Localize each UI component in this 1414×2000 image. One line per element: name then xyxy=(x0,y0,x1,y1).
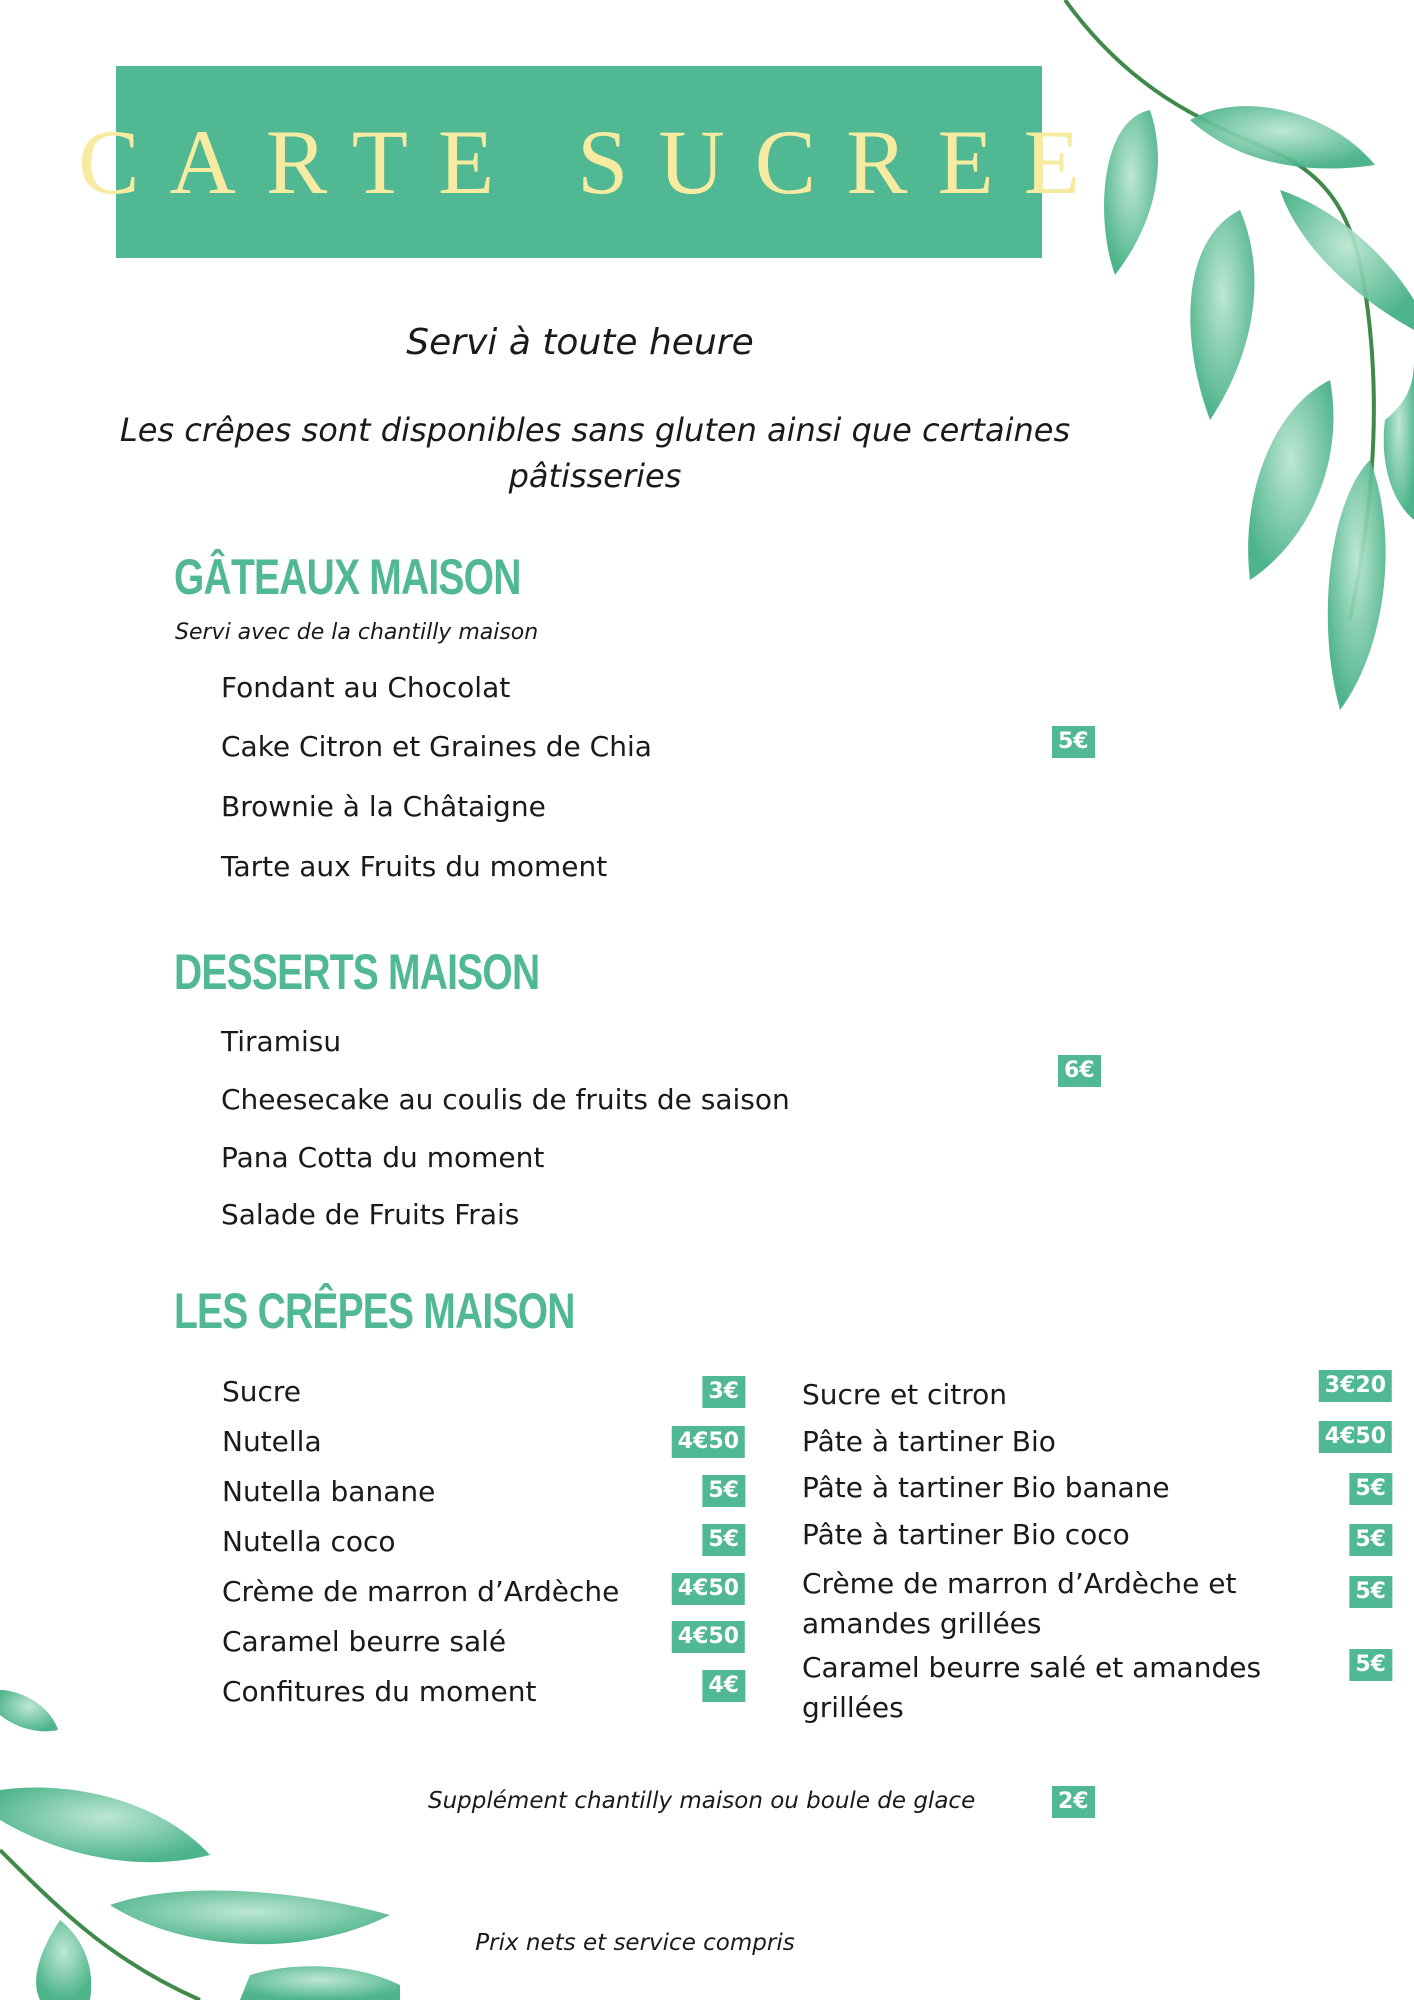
price-badge: 5€ xyxy=(1349,1576,1392,1608)
menu-item: Brownie à la Châtaigne xyxy=(221,790,546,823)
section-title-crepes: LES CRÊPES MAISON xyxy=(174,1283,575,1339)
crepe-item: Nutella xyxy=(222,1425,322,1458)
crepe-item: Nutella banane xyxy=(222,1475,436,1508)
crepe-item: Pâte à tartiner Bio coco xyxy=(802,1518,1130,1551)
price-badge: 2€ xyxy=(1052,1786,1095,1818)
price-badge: 4€50 xyxy=(672,1621,745,1653)
section-subtitle-gateaux: Servi avec de la chantilly maison xyxy=(175,620,539,645)
price-badge: 4€ xyxy=(702,1670,745,1702)
crepe-item: Crème de marron d’Ardèche xyxy=(222,1575,620,1608)
menu-item: Cheesecake au coulis de fruits de saison xyxy=(221,1083,790,1116)
menu-item: Pana Cotta du moment xyxy=(221,1141,545,1174)
price-badge: 3€ xyxy=(702,1376,745,1408)
menu-item: Fondant au Chocolat xyxy=(221,671,511,704)
crepe-item: Caramel beurre salé xyxy=(222,1625,507,1658)
crepe-item: Sucre xyxy=(222,1375,302,1408)
price-badge: 5€ xyxy=(1052,726,1095,758)
price-badge: 5€ xyxy=(1349,1649,1392,1681)
menu-item: Tiramisu xyxy=(221,1025,342,1058)
price-badge: 3€20 xyxy=(1319,1370,1392,1402)
price-badge: 5€ xyxy=(702,1475,745,1507)
price-badge: 4€50 xyxy=(672,1573,745,1605)
section-title-gateaux: GÂTEAUX MAISON xyxy=(174,549,521,605)
menu-item: Salade de Fruits Frais xyxy=(221,1198,520,1231)
menu-item: Cake Citron et Graines de Chia xyxy=(221,730,652,763)
crepe-item: Confitures du moment xyxy=(222,1675,537,1708)
serving-time: Servi à toute heure xyxy=(406,322,754,363)
section-title-desserts: DESSERTS MAISON xyxy=(174,944,540,1000)
title-banner xyxy=(78,66,1110,258)
menu-item: Tarte aux Fruits du moment xyxy=(221,850,608,883)
crepe-item: Crème de marron d’Ardèche et amandes grillées xyxy=(802,1567,1237,1640)
crepe-item: Caramel beurre salé et amandes grillées xyxy=(802,1651,1262,1724)
price-badge: 6€ xyxy=(1058,1055,1101,1087)
footer-note: Prix nets et service compris xyxy=(475,1930,795,1956)
price-badge: 4€50 xyxy=(672,1426,745,1458)
price-badge: 5€ xyxy=(1349,1524,1392,1556)
price-badge: 5€ xyxy=(1349,1473,1392,1505)
price-badge: 4€50 xyxy=(1319,1421,1392,1453)
crepe-item: Nutella coco xyxy=(222,1525,396,1558)
price-badge: 5€ xyxy=(702,1524,745,1556)
menu-title: CARTE SUCREE xyxy=(78,111,1110,213)
supplement-label: Supplément chantilly maison ou boule de glace xyxy=(428,1788,976,1814)
crepe-item: Pâte à tartiner Bio banane xyxy=(802,1471,1170,1504)
crepe-item: Pâte à tartiner Bio xyxy=(802,1425,1056,1458)
gluten-free-note: Les crêpes sont disponibles sans gluten ainsi que certaines pâtisseries xyxy=(119,411,1071,495)
crepe-item: Sucre et citron xyxy=(802,1378,1007,1411)
